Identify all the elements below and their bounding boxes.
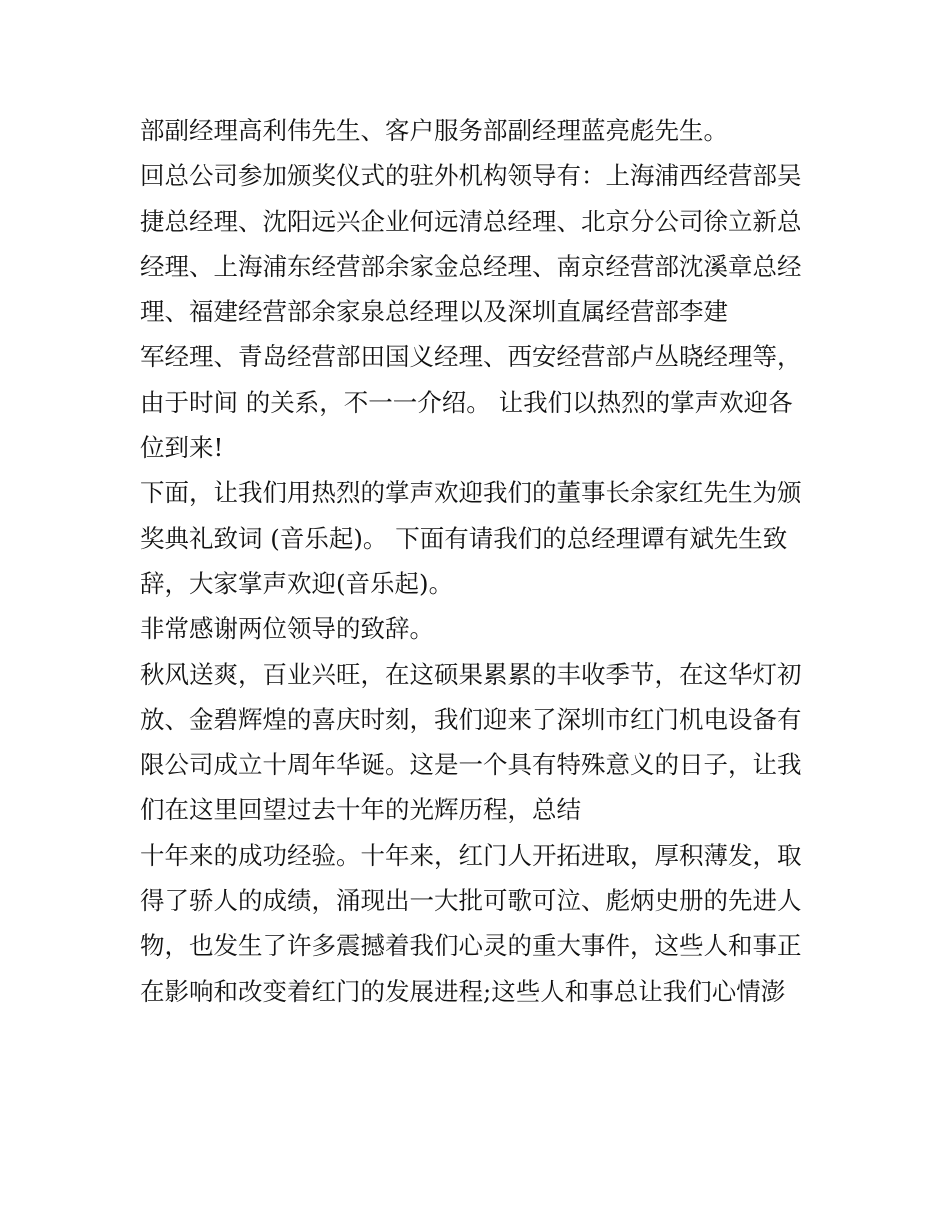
text-line: 非常感谢两位领导的致辞。 (140, 614, 434, 644)
text-line: 物，也发生了许多震撼着我们心灵的重大事件，这些人和事正 (140, 931, 802, 961)
text-line: 经理、上海浦东经营部余家金总经理、南京经营部沈溪章总经 (140, 251, 802, 281)
text-line: 秋风送爽，百业兴旺，在这硕果累累的丰收季节，在这华灯初 (140, 659, 802, 689)
text-line: 捷总经理、沈阳远兴企业何远清总经理、北京分公司徐立新总 (140, 206, 802, 236)
text-line: 部副经理高利伟先生、客户服务部副经理蓝亮彪先生。 (140, 116, 728, 145)
text-line: 由于时间 的关系，不一一介绍。 让我们以热烈的掌声欢迎各 (140, 387, 793, 417)
text-line: 们在这里回望过去十年的光辉历程，总结 (140, 795, 581, 825)
text-line: 军经理、青岛经营部田国义经理、西安经营部卢丛晓经理等， (140, 342, 802, 372)
text-line: 在影响和改变着红门的发展进程;这些人和事总让我们心情澎 (140, 976, 786, 1006)
text-line: 理、福建经营部余家泉总经理以及深圳直属经营部李建 (140, 297, 728, 327)
text-line: 位到来! (140, 433, 224, 463)
text-line: 放、金碧辉煌的喜庆时刻，我们迎来了深圳市红门机电设备有 (140, 704, 802, 734)
text-line: 奖典礼致词 (音乐起)。 下面有请我们的总经理谭有斌先生致 (140, 523, 788, 553)
text-line: 得了骄人的成绩，涌现出一大批可歌可泣、彪炳史册的先进人 (140, 886, 802, 916)
text-line: 限公司成立十周年华诞。这是一个具有特殊意义的日子，让我 (140, 750, 802, 780)
text-line: 辞，大家掌声欢迎(音乐起)。 (140, 568, 454, 598)
document-body (140, 108, 840, 1014)
text-line: 回总公司参加颁奖仪式的驻外机构领导有：上海浦西经营部吴 (140, 161, 802, 191)
text-line: 十年来的成功经验。十年来，红门人开拓进取，厚积薄发，取 (140, 840, 802, 870)
text-line: 下面，让我们用热烈的掌声欢迎我们的董事长余家红先生为颁 (140, 478, 802, 508)
